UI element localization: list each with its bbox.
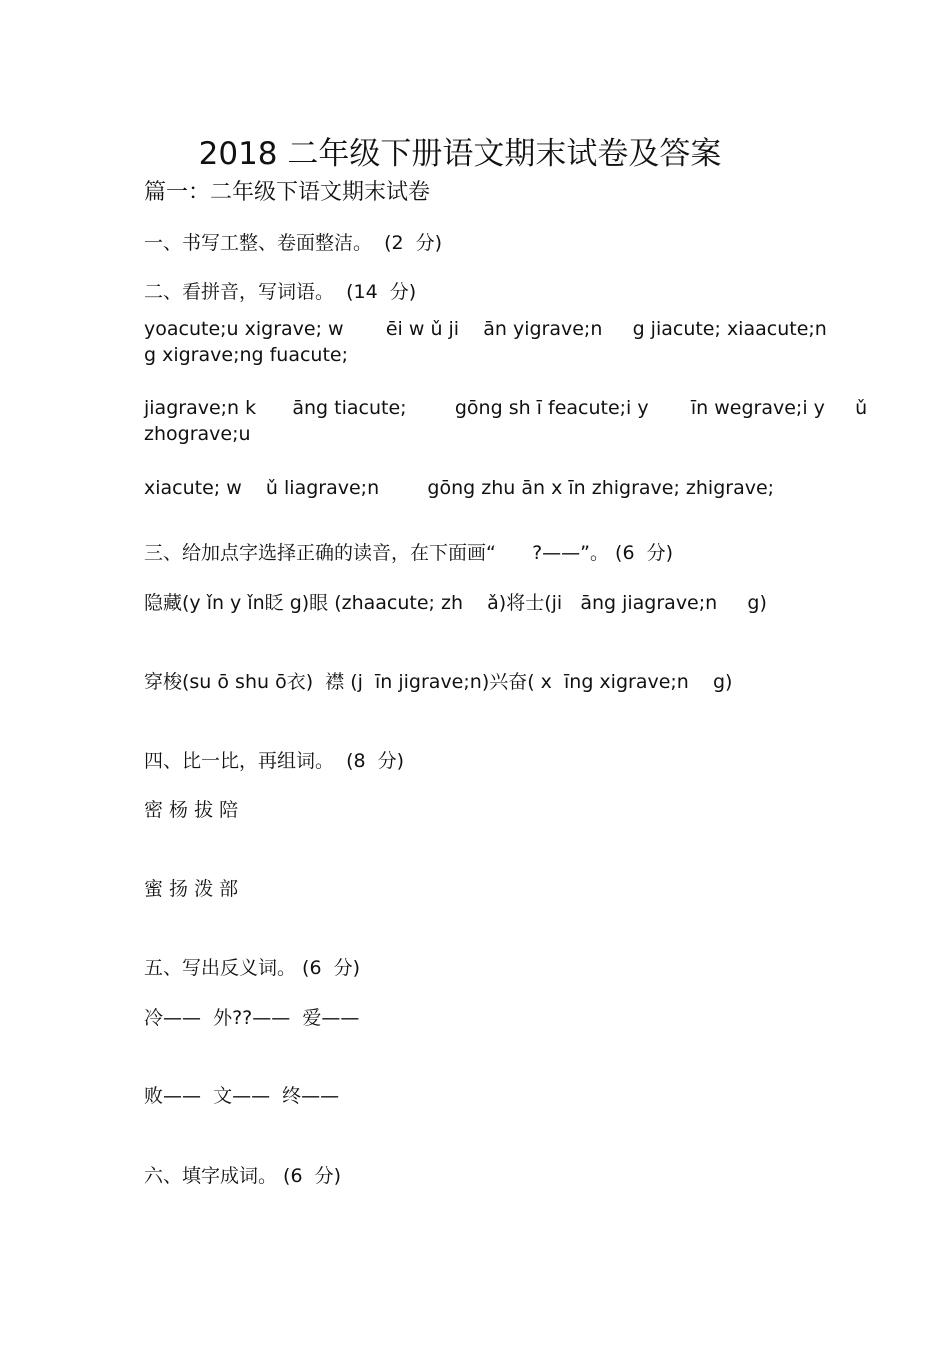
question-5-heading: 五、写出反义词。 (6 分)	[144, 957, 361, 979]
question-2-heading: 二、看拼音，写词语。 (14 分)	[144, 281, 417, 303]
antonym-line-1: 冷—— 外??—— 爱——	[144, 1007, 360, 1029]
pinyin-line-2-continued: zhograve;u	[144, 423, 251, 445]
compare-chars-line-2: 蜜 扬 泼 部	[144, 878, 239, 900]
reading-choice-line-1: 隐藏(y ǐn y ǐn眨 g)眼 (zhaacute; zh ǎ)将士(ji āng jiagrave;n g)	[144, 592, 767, 614]
question-6-heading: 六、填字成词。 (6 分)	[144, 1165, 342, 1187]
compare-chars-line-1: 密 杨 拔 陪	[144, 799, 239, 821]
question-3-heading: 三、给加点字选择正确的读音，在下面画“ ?——”。 (6 分)	[144, 542, 674, 564]
antonym-line-2: 败—— 文—— 终——	[144, 1085, 340, 1107]
page-title: 2018 二年级下册语文期末试卷及答案	[198, 136, 722, 172]
pinyin-line-1: yoacute;u xigrave; w ēi w ǔ ji ān yigrave;n g jiacute; xiaacute;n	[144, 318, 827, 340]
pinyin-line-1-continued: g xigrave;ng fuacute;	[144, 344, 349, 366]
question-1-heading: 一、书写工整、卷面整洁。 (2 分)	[144, 232, 443, 254]
section-heading: 篇一：二年级下语文期末试卷	[144, 180, 431, 205]
pinyin-line-2: jiagrave;n k āng tiacute; gōng sh ī feacute;i y īn wegrave;i y ǔ	[144, 397, 868, 419]
reading-choice-line-2: 穿梭(su ō shu ō衣) 襟 (j īn jigrave;n)兴奋( x īng xigrave;n g)	[144, 671, 733, 693]
question-4-heading: 四、比一比，再组词。 (8 分)	[144, 750, 405, 772]
pinyin-line-3: xiacute; w ǔ liagrave;n gōng zhu ān x īn zhigrave; zhigrave;	[144, 477, 775, 499]
